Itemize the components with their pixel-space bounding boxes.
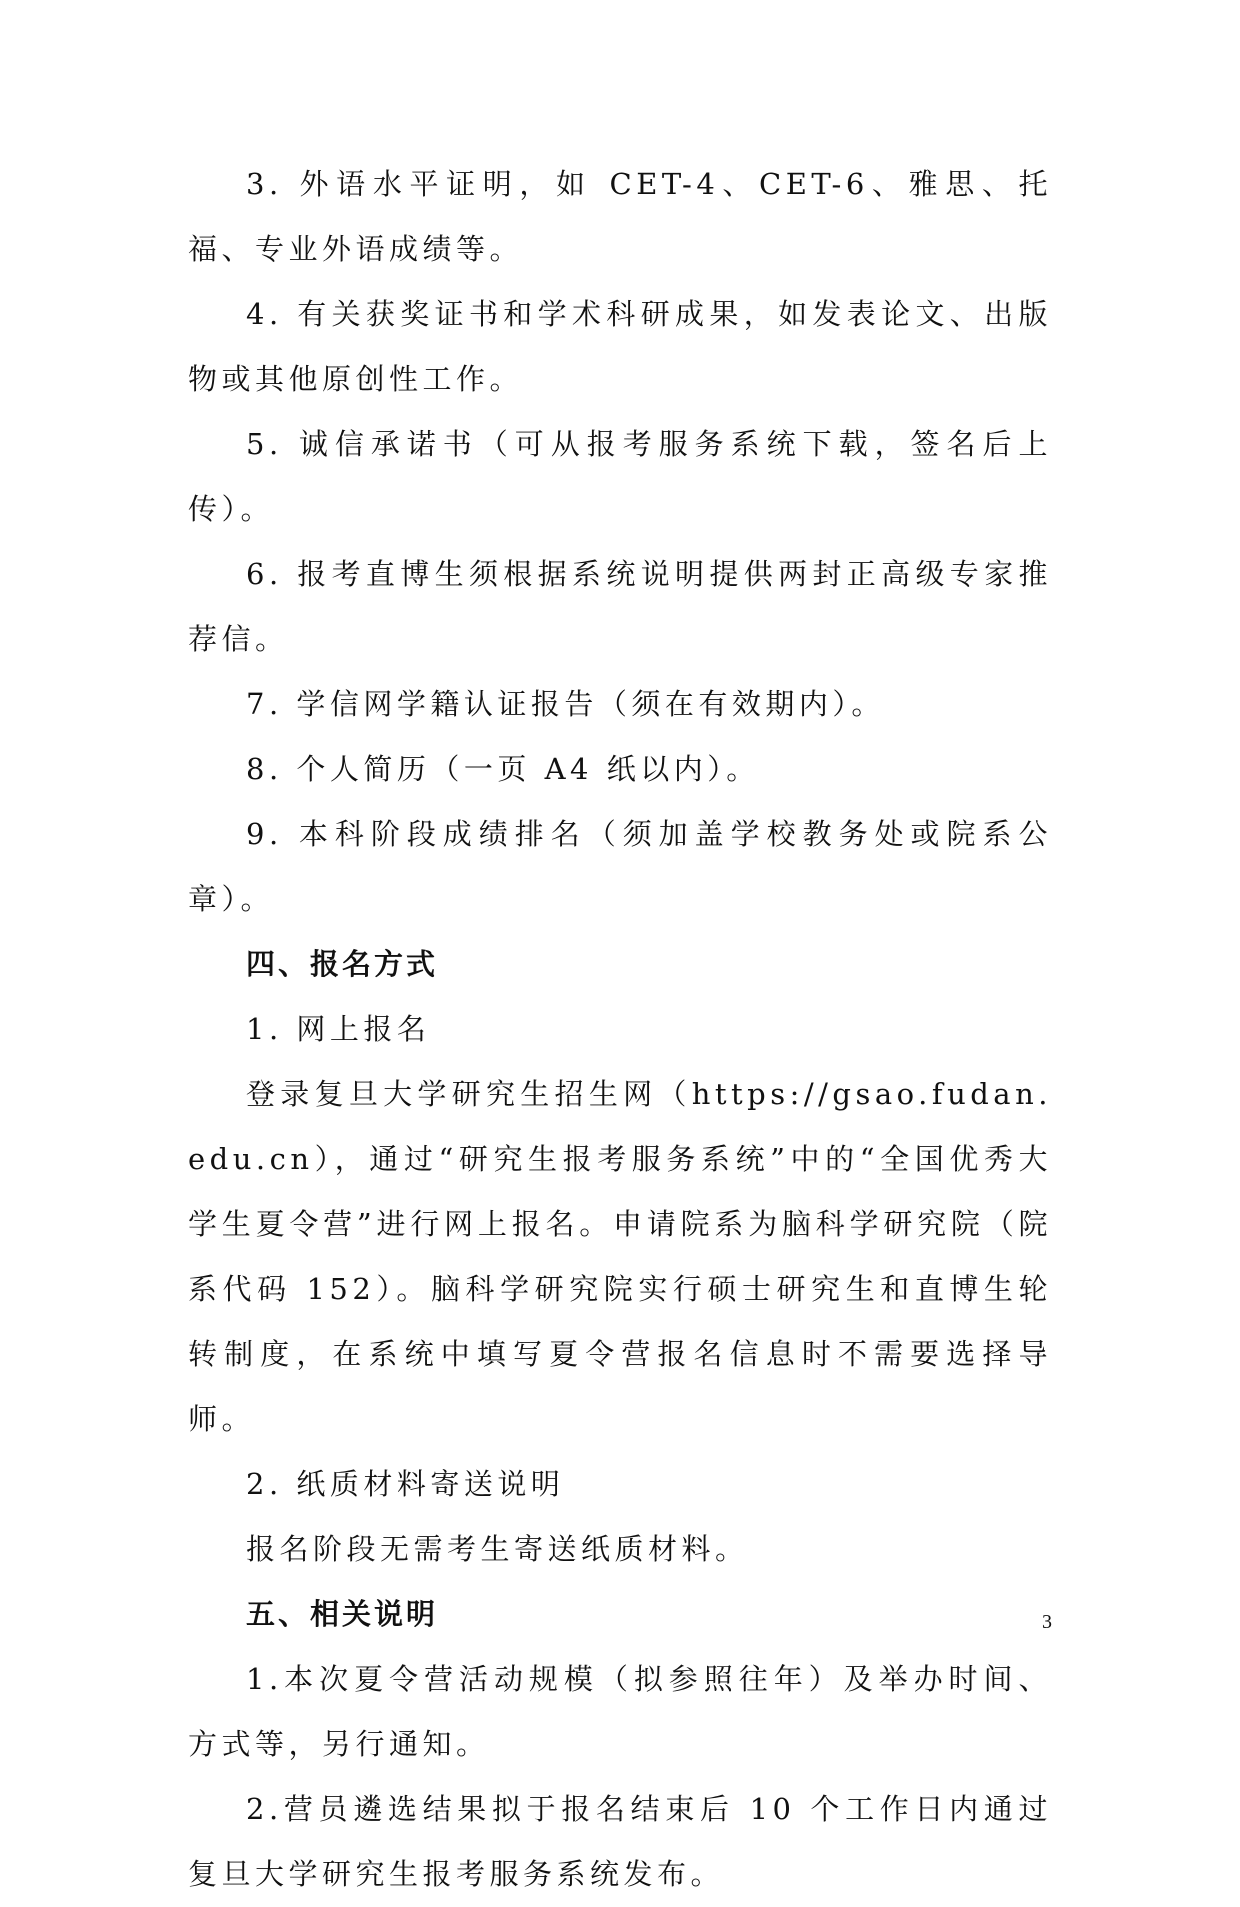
material-item-4: 4. 有关获奖证书和学术科研成果，如发表论文、出版物或其他原创性工作。 xyxy=(188,297,1052,396)
paper-materials-body: 报名阶段无需考生寄送纸质材料。 xyxy=(246,1532,749,1566)
note-item-2: 2.营员遴选结果拟于报名结束后 10 个工作日内通过复旦大学研究生报考服务系统发布。 xyxy=(188,1792,1052,1891)
material-item-5: 5. 诚信承诺书（可从报考服务系统下载，签名后上传）。 xyxy=(188,427,1052,526)
page-number: 3 xyxy=(1042,1611,1052,1633)
online-registration-body: 登录复旦大学研究生招生网（https://gsao.fudan.edu.cn），通过“研究生报考服务系统”中的“全国优秀大学生夏令营”进行网上报名。申请院系为脑科学研究院（院系代码 152）。脑科学研究院实行硕士研究生和直博生轮转制度，在系统中填写夏令营报名信息时不需要选择导师。 xyxy=(188,1077,1052,1436)
online-registration-title: 1. 网上报名 xyxy=(246,1012,431,1046)
paper-materials-title: 2. 纸质材料寄送说明 xyxy=(246,1467,565,1501)
material-item-8: 8. 个人简历（一页 A4 纸以内）。 xyxy=(246,752,760,786)
material-item-3: 3. 外语水平证明，如 CET-4、CET-6、雅思、托福、专业外语成绩等。 xyxy=(188,167,1052,266)
material-item-6: 6. 报考直博生须根据系统说明提供两封正高级专家推荐信。 xyxy=(188,557,1052,656)
material-item-9: 9. 本科阶段成绩排名（须加盖学校教务处或院系公章）。 xyxy=(188,817,1052,916)
section-five-heading: 五、相关说明 xyxy=(246,1597,439,1631)
material-item-7: 7. 学信网学籍认证报告（须在有效期内）。 xyxy=(246,687,885,721)
document-body xyxy=(188,152,1052,1907)
note-item-1: 1.本次夏令营活动规模（拟参照往年）及举办时间、方式等，另行通知。 xyxy=(188,1662,1052,1761)
section-four-heading: 四、报名方式 xyxy=(246,947,439,981)
